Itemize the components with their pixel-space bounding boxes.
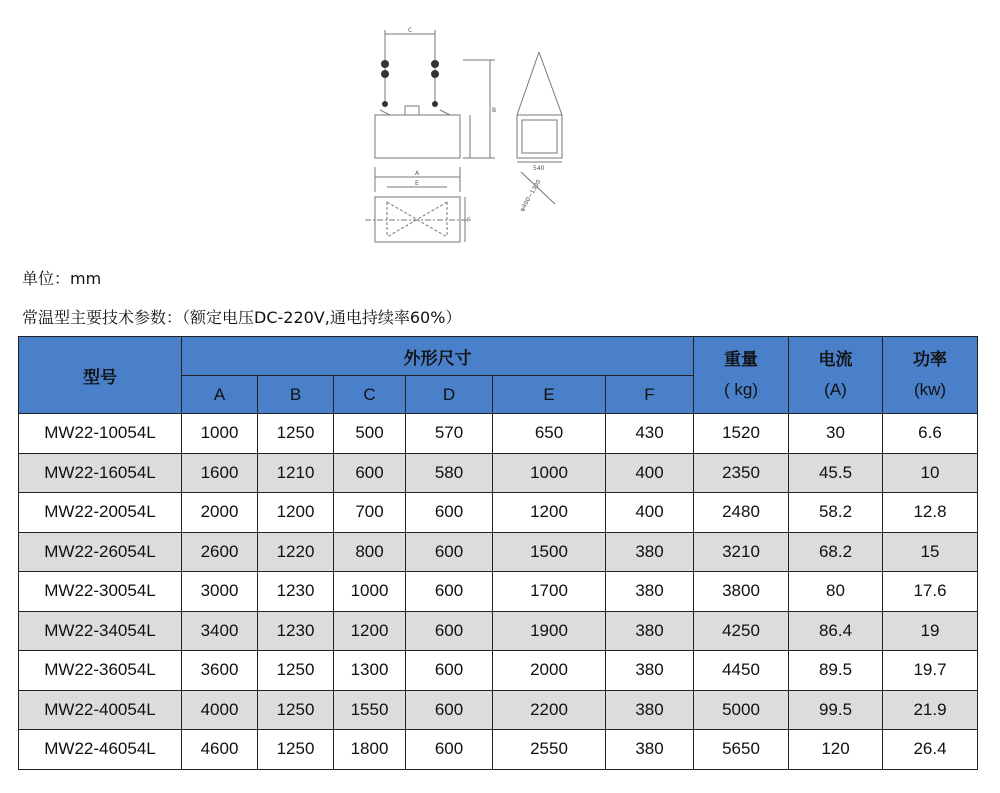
weight-unit: ( kg) bbox=[724, 380, 758, 399]
dim-cell: 2200 bbox=[493, 690, 606, 730]
table-row bbox=[19, 532, 978, 572]
dim-cell: 600 bbox=[406, 493, 493, 533]
params-label: 常温型主要技术参数：（额定电压DC-220V,通电持续率60%） bbox=[22, 308, 462, 327]
model-cell: MW22-26054L bbox=[19, 532, 182, 572]
dim-cell: 4600 bbox=[182, 730, 258, 770]
current-cell: 99.5 bbox=[789, 690, 883, 730]
dim-cell: 580 bbox=[406, 453, 493, 493]
dim-c-header: C bbox=[334, 376, 406, 414]
label-c: C bbox=[408, 27, 413, 34]
current-cell: 58.2 bbox=[789, 493, 883, 533]
dim-cell: 1900 bbox=[493, 611, 606, 651]
dim-cell: 380 bbox=[606, 690, 694, 730]
table-row bbox=[19, 414, 978, 454]
model-cell: MW22-16054L bbox=[19, 453, 182, 493]
dim-cell: 1250 bbox=[258, 730, 334, 770]
current-title: 电流 bbox=[818, 350, 853, 369]
spec-table bbox=[18, 336, 978, 770]
weight-cell: 2480 bbox=[694, 493, 789, 533]
dim-cell: 1700 bbox=[493, 572, 606, 612]
current-cell: 86.4 bbox=[789, 611, 883, 651]
dim-cell: 570 bbox=[406, 414, 493, 454]
dim-cell: 380 bbox=[606, 572, 694, 612]
dim-f-header: F bbox=[606, 376, 694, 414]
weight-cell: 1520 bbox=[694, 414, 789, 454]
dim-b-header: B bbox=[258, 376, 334, 414]
table-row bbox=[19, 453, 978, 493]
dim-cell: 1200 bbox=[334, 611, 406, 651]
table-row bbox=[19, 572, 978, 612]
table-row bbox=[19, 611, 978, 651]
current-cell: 45.5 bbox=[789, 453, 883, 493]
label-diameter: φ400~1300 bbox=[518, 178, 543, 213]
power-cell: 15 bbox=[883, 532, 978, 572]
dim-cell: 1230 bbox=[258, 572, 334, 612]
dim-cell: 600 bbox=[334, 453, 406, 493]
current-header bbox=[789, 337, 883, 414]
dim-cell: 4000 bbox=[182, 690, 258, 730]
current-cell: 68.2 bbox=[789, 532, 883, 572]
dim-cell: 380 bbox=[606, 651, 694, 691]
unit-label: 单位：mm bbox=[22, 269, 102, 288]
dim-cell: 1550 bbox=[334, 690, 406, 730]
model-cell: MW22-36054L bbox=[19, 651, 182, 691]
label-e: E bbox=[415, 180, 419, 187]
dim-d-header: D bbox=[406, 376, 493, 414]
label-a: A bbox=[415, 170, 420, 177]
dim-cell: 380 bbox=[606, 532, 694, 572]
weight-cell: 5000 bbox=[694, 690, 789, 730]
dim-cell: 2600 bbox=[182, 532, 258, 572]
weight-cell: 4450 bbox=[694, 651, 789, 691]
magnet-dimension-drawing bbox=[355, 22, 580, 254]
current-cell: 30 bbox=[789, 414, 883, 454]
power-header bbox=[883, 337, 978, 414]
dim-cell: 400 bbox=[606, 493, 694, 533]
model-cell: MW22-10054L bbox=[19, 414, 182, 454]
label-540: 540 bbox=[533, 165, 545, 172]
dim-cell: 1250 bbox=[258, 690, 334, 730]
dim-cell: 600 bbox=[406, 690, 493, 730]
power-cell: 26.4 bbox=[883, 730, 978, 770]
dim-cell: 1000 bbox=[182, 414, 258, 454]
dim-cell: 1000 bbox=[493, 453, 606, 493]
power-cell: 10 bbox=[883, 453, 978, 493]
dim-a-header: A bbox=[182, 376, 258, 414]
table-row bbox=[19, 690, 978, 730]
dim-cell: 1300 bbox=[334, 651, 406, 691]
dim-cell: 400 bbox=[606, 453, 694, 493]
dim-cell: 1200 bbox=[493, 493, 606, 533]
model-cell: MW22-30054L bbox=[19, 572, 182, 612]
power-cell: 17.6 bbox=[883, 572, 978, 612]
dim-cell: 1250 bbox=[258, 651, 334, 691]
dim-cell: 3000 bbox=[182, 572, 258, 612]
label-f: F bbox=[467, 217, 471, 224]
weight-cell: 5650 bbox=[694, 730, 789, 770]
model-cell: MW22-40054L bbox=[19, 690, 182, 730]
model-cell: MW22-34054L bbox=[19, 611, 182, 651]
label-b: B bbox=[492, 107, 497, 114]
dim-cell: 1220 bbox=[258, 532, 334, 572]
dim-e-header: E bbox=[493, 376, 606, 414]
dim-cell: 1000 bbox=[334, 572, 406, 612]
weight-cell: 2350 bbox=[694, 453, 789, 493]
current-unit: (A) bbox=[824, 380, 847, 399]
dim-cell: 600 bbox=[406, 651, 493, 691]
dim-cell: 600 bbox=[406, 572, 493, 612]
model-cell: MW22-46054L bbox=[19, 730, 182, 770]
power-cell: 6.6 bbox=[883, 414, 978, 454]
weight-cell: 3210 bbox=[694, 532, 789, 572]
dim-cell: 1200 bbox=[258, 493, 334, 533]
table-row bbox=[19, 493, 978, 533]
weight-title: 重量 bbox=[724, 350, 758, 369]
dim-cell: 600 bbox=[406, 730, 493, 770]
dim-cell: 380 bbox=[606, 730, 694, 770]
dim-cell: 2000 bbox=[182, 493, 258, 533]
dim-cell: 3400 bbox=[182, 611, 258, 651]
dim-cell: 2000 bbox=[493, 651, 606, 691]
power-unit: (kw) bbox=[913, 380, 947, 399]
weight-cell: 3800 bbox=[694, 572, 789, 612]
power-cell: 19.7 bbox=[883, 651, 978, 691]
dim-cell: 650 bbox=[493, 414, 606, 454]
dim-cell: 1250 bbox=[258, 414, 334, 454]
dim-cell: 1500 bbox=[493, 532, 606, 572]
weight-cell: 4250 bbox=[694, 611, 789, 651]
table-row bbox=[19, 730, 978, 770]
power-cell: 21.9 bbox=[883, 690, 978, 730]
current-cell: 120 bbox=[789, 730, 883, 770]
dims-header: 外形尺寸 bbox=[182, 337, 694, 376]
dim-cell: 500 bbox=[334, 414, 406, 454]
dim-cell: 380 bbox=[606, 611, 694, 651]
dim-cell: 800 bbox=[334, 532, 406, 572]
weight-header bbox=[694, 337, 789, 414]
dim-cell: 1210 bbox=[258, 453, 334, 493]
model-cell: MW22-20054L bbox=[19, 493, 182, 533]
power-cell: 12.8 bbox=[883, 493, 978, 533]
dim-cell: 600 bbox=[406, 532, 493, 572]
model-header: 型号 bbox=[19, 337, 182, 414]
current-cell: 89.5 bbox=[789, 651, 883, 691]
dim-cell: 2550 bbox=[493, 730, 606, 770]
dim-cell: 1230 bbox=[258, 611, 334, 651]
dim-cell: 3600 bbox=[182, 651, 258, 691]
dim-cell: 700 bbox=[334, 493, 406, 533]
current-cell: 80 bbox=[789, 572, 883, 612]
power-cell: 19 bbox=[883, 611, 978, 651]
dim-cell: 430 bbox=[606, 414, 694, 454]
power-title: 功率 bbox=[913, 350, 947, 369]
dim-cell: 1800 bbox=[334, 730, 406, 770]
dim-cell: 1600 bbox=[182, 453, 258, 493]
table-row bbox=[19, 651, 978, 691]
dim-cell: 600 bbox=[406, 611, 493, 651]
